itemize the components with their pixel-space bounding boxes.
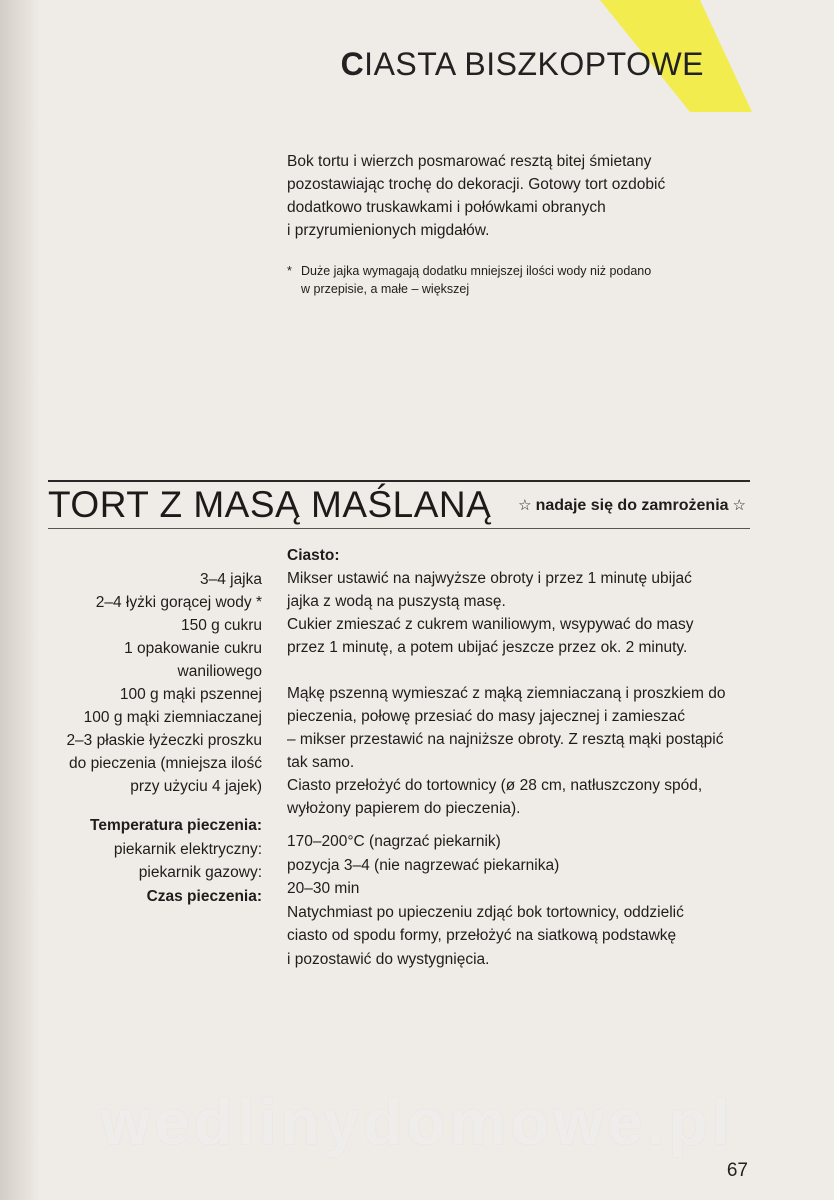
ingredient-item: do pieczenia (mniejsza ilość xyxy=(69,755,262,772)
final-step-line: ciasto od spodu formy, przełożyć na siatkową podstawkę xyxy=(287,927,677,944)
footnote-line: w przepisie, a małe – większej xyxy=(301,282,470,296)
intro-line: i przyrumienionych migdałów. xyxy=(287,222,490,239)
final-step-line: Natychmiast po upieczeniu zdjąć bok tortownicy, oddzielić xyxy=(287,903,684,921)
ingredient-item: 1 opakowanie cukru xyxy=(124,640,262,657)
ingredients-list xyxy=(40,568,262,798)
ingredient-item: 2–4 łyżki gorącej wody * xyxy=(95,594,262,611)
method-line: pieczenia, połowę przesiać do masy jajecznej i zamieszać xyxy=(287,708,686,725)
star-outline-icon: ☆ xyxy=(518,497,532,514)
star-outline-icon: ☆ xyxy=(732,497,746,514)
ingredient-item: przy użyciu 4 jajek) xyxy=(130,778,262,795)
baking-values xyxy=(287,830,767,971)
ingredient-item: 150 g cukru xyxy=(181,617,262,634)
method-line: wyłożony papierem do pieczenia). xyxy=(287,800,521,817)
method-heading: Ciasto: xyxy=(287,547,340,564)
page-gutter-shadow xyxy=(0,0,40,1200)
title-rule-top xyxy=(48,480,750,482)
method-line: tak samo. xyxy=(287,754,355,771)
gas-oven-value: pozycja 3–4 (nie nagrzewać piekarnika) xyxy=(287,856,560,874)
recipe-title: TORT Z MASĄ MAŚLANĄ xyxy=(48,484,492,525)
method-line: Mąkę pszenną wymieszać z mąką ziemniaczaną i proszkiem do xyxy=(287,685,726,702)
ingredient-item: 3–4 jajka xyxy=(199,571,262,588)
footnote-asterisk: * xyxy=(287,264,292,278)
intro-line: Bok tortu i wierzch posmarować resztą bitej śmietany xyxy=(287,153,652,170)
intro-paragraph xyxy=(287,150,757,242)
method-line: – mikser przestawić na najniższe obroty. Z resztą mąki postąpić xyxy=(287,731,724,748)
paragraph-gap xyxy=(287,659,767,682)
baking-time-label: Czas pieczenia: xyxy=(146,887,262,905)
electric-oven-value: 170–200°C (nagrzać piekarnik) xyxy=(287,833,501,850)
final-step-line: i pozostawić do wystygnięcia. xyxy=(287,950,490,968)
ingredient-item: waniliowego xyxy=(177,663,262,680)
ingredient-item: 100 g mąki ziemniaczanej xyxy=(83,709,262,726)
electric-oven-label: piekarnik elektryczny: xyxy=(113,840,262,858)
ingredient-item: 100 g mąki pszennej xyxy=(119,686,262,703)
watermark: wedlinydomowe.pl xyxy=(100,1086,734,1158)
method-line: przez 1 minutę, a potem ubijać jeszcze przez ok. 2 minuty. xyxy=(287,639,688,656)
chapter-title-rest: IASTA BISZKOPTOWE xyxy=(364,46,704,82)
method-line: Cukier zmieszać z cukrem waniliowym, wsypywać do masy xyxy=(287,616,694,633)
method-text xyxy=(287,544,767,820)
chapter-title xyxy=(341,46,704,83)
footnote-line: Duże jajka wymagają dodatku mniejszej ilości wody niż podano xyxy=(301,264,652,278)
method-line: jajka z wodą na puszystą masę. xyxy=(287,593,506,610)
baking-time-value: 20–30 min xyxy=(287,880,360,897)
freezer-note xyxy=(514,496,750,515)
intro-line: dodatkowo truskawkami i połówkami obranych xyxy=(287,199,606,216)
method-line: Ciasto przełożyć do tortownicy (ø 28 cm, natłuszczony spód, xyxy=(287,777,703,794)
gas-oven-label: piekarnik gazowy: xyxy=(138,864,262,881)
title-rule-bottom xyxy=(48,528,750,529)
baking-labels xyxy=(40,814,262,908)
page-number: 67 xyxy=(726,1160,748,1181)
temperature-label: Temperatura pieczenia: xyxy=(90,817,262,834)
intro-line: pozostawiając trochę do dekoracji. Gotowy tort ozdobić xyxy=(287,176,666,193)
chapter-title-initial: C xyxy=(340,46,365,82)
footnote xyxy=(287,262,757,298)
method-line: Mikser ustawić na najwyższe obroty i przez 1 minutę ubijać xyxy=(287,570,692,587)
ingredient-item: 2–3 płaskie łyżeczki proszku xyxy=(66,732,262,749)
freezer-note-text: nadaje się do zamrożenia xyxy=(535,497,729,514)
